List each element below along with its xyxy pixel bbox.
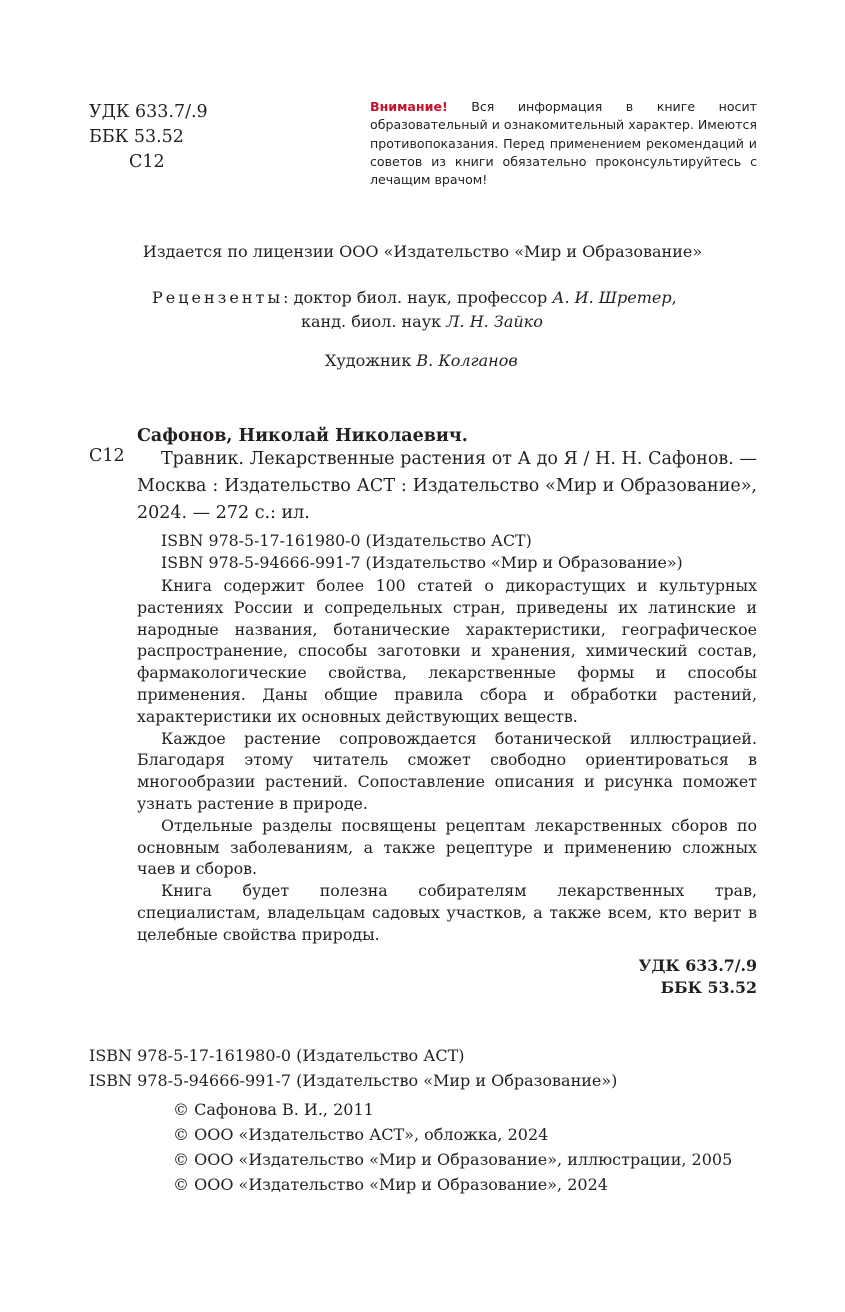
license-line: Издается по лицензии ООО «Издательство «Мир и Образование» [142,242,703,261]
reviewers-comma: , [671,288,677,307]
bib-description: Травник. Лекарственные растения от А до Я / Н. Н. Сафонов. — Москва : Издательство АСТ : Издательство «Мир и Образование», 2024. — 272 с.: ил. [137,449,757,523]
copyright-line: © ООО «Издательство «Мир и Образование», иллюстрации, 2005 [173,1150,733,1169]
copyright-line: © ООО «Издательство АСТ», обложка, 2024 [173,1125,549,1144]
reviewer-name-1: А. И. Шретер [552,288,672,307]
classification-codes [89,100,208,175]
footer-isbn-2: ISBN 978-5-94666-991-7 (Издательство «Мир и Образование») [89,1071,618,1090]
bib-isbn-list [161,530,683,574]
bib-isbn-2: ISBN 978-5-94666-991-7 (Издательство «Мир и Образование») [161,553,683,572]
artist-name: В. Колганов [416,351,518,370]
reviewer-name-2: Л. Н. Зайко [446,312,543,331]
reviewers-label: Рецензенты [152,288,284,307]
footer-isbn-1: ISBN 978-5-17-161980-0 (Издательство АСТ) [89,1046,465,1065]
udk-right: УДК 633.7/.9 [638,956,757,975]
reviewers-line-2 [301,312,543,331]
warning-notice [370,98,757,189]
bbk-code: ББК 53.52 [89,127,184,147]
bib-code: С12 [89,446,125,466]
reviewers-line-1 [152,288,677,307]
warning-label: Внимание! [370,99,448,114]
bib-author: Сафонов, Николай Николаевич. [137,426,468,446]
warning-text: Вся информация в книге носит образовательный и ознакомительный характер. Имеются противопоказания. Перед применением рекомендаций и советов из книги обязательно проконсультируйтесь с лечащим врачом! [370,99,757,188]
author-mark: С12 [129,152,165,172]
abstract-paragraph-1: Книга содержит более 100 статей о дикорастущих и культурных растениях России и сопредельных стран, приведены их латинские и народные названия, ботанические характеристики, географическое распространение, способы заготовки и хранения, химический состав, фармакологические свойства, лекарственные формы и способы применения. Даны общие правила сбора и обработки растений, характеристики их основных действующих веществ. [137,576,757,726]
classification-right [639,955,757,999]
bib-isbn-1: ISBN 978-5-17-161980-0 (Издательство АСТ) [161,531,532,550]
abstract-paragraph-4: Книга будет полезна собирателям лекарственных трав, специалистам, владельцам садовых участков, а также всем, кто верит в целебные свойства природы. [137,881,757,944]
abstract-paragraph-2: Каждое растение сопровождается ботанической иллюстрацией. Благодаря этому читатель сможет свободно ориентироваться в многообразии растений. Сопоставление описания и рисунка поможет узнать растение в природе. [137,728,757,813]
copyright-list [173,1097,732,1197]
copyright-line: © Сафонова В. И., 2011 [173,1100,374,1119]
bbk-right: ББК 53.52 [660,978,757,997]
copyright-line: © ООО «Издательство «Мир и Образование», 2024 [173,1175,608,1194]
reviewers-title-2: канд. биол. наук [301,312,447,331]
abstract [137,575,757,946]
udk-code: УДК 633.7/.9 [89,102,208,122]
footer-isbn-list [89,1043,617,1093]
artist-label: Художник [325,351,417,370]
reviewers-title-1: : доктор биол. наук, профессор [283,288,553,307]
abstract-paragraph-3: Отдельные разделы посвящены рецептам лекарственных сборов по основным заболеваниям, а также рецептуре и применению сложных чаев и сборов. [137,815,757,879]
artist-line [325,351,518,370]
